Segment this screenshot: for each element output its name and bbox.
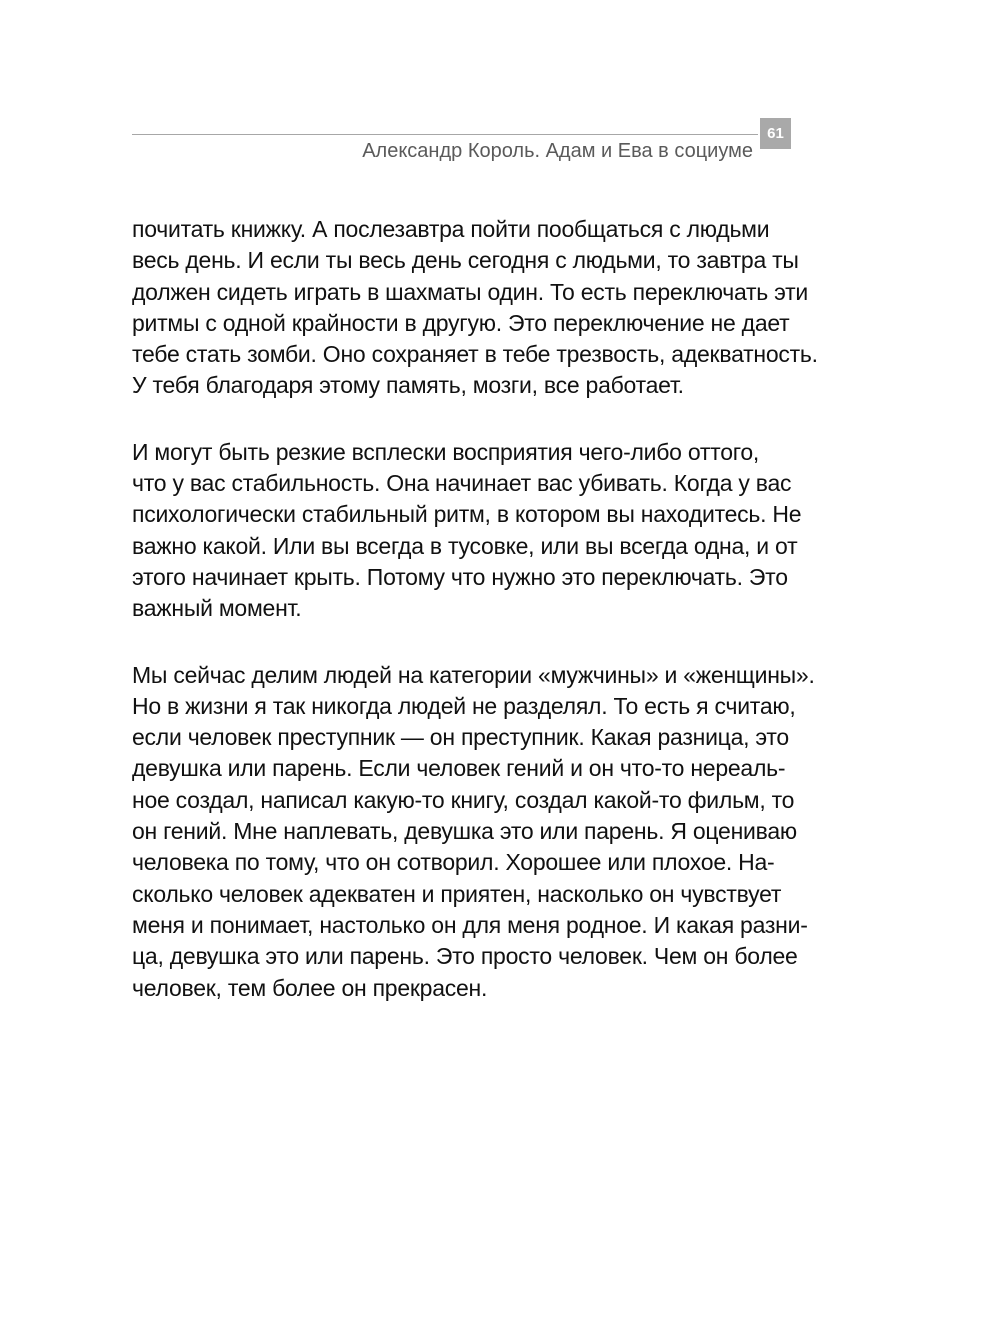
text-line: если человек преступник — он преступник. Какая разница, это [132, 724, 789, 751]
text-line: Но в жизни я так никогда людей не разделял. То есть я считаю, [132, 692, 796, 719]
paragraph-3 [132, 660, 815, 1004]
text-line: тебе стать зомби. Оно сохраняет в тебе трезвость, адекватность. [132, 341, 818, 368]
text-line: психологически стабильный ритм, в котором вы находитесь. Не [132, 501, 802, 528]
text-line: весь день. И если ты весь день сегодня с людьми, то завтра ты [132, 247, 799, 274]
text-line: меня и понимает, настолько он для меня родное. И какая разни- [132, 911, 808, 938]
text-line: должен сидеть играть в шахматы один. То есть переключать эти [132, 278, 808, 305]
text-line: сколько человек адекватен и приятен, насколько он чувствует [132, 880, 782, 907]
main-text [132, 214, 818, 1039]
text-line: И могут быть резкие всплески восприятия чего-либо оттого, [132, 438, 760, 465]
text-line: девушка или парень. Если человек гений и он что-то нереаль- [132, 755, 786, 782]
text-line: У тебя благодаря этому память, мозги, все работает. [132, 372, 684, 399]
text-line: он гений. Мне наплевать, девушка это или парень. Я оцениваю [132, 818, 797, 845]
running-title: Александр Король. Адам и Ева в социуме [362, 140, 753, 162]
text-line: ритмы с одной крайности в другую. Это переключение не дает [132, 309, 790, 336]
text-line: важно какой. Или вы всегда в тусовке, или вы всегда одна, и от [132, 532, 798, 559]
text-line: человек, тем более он прекрасен. [132, 974, 488, 1001]
paragraph-2 [132, 437, 802, 625]
paragraph-1 [132, 214, 818, 402]
page-number: 61 [760, 118, 791, 149]
text-line: почитать книжку. А послезавтра пойти пообщаться с людьми [132, 216, 770, 242]
text-line: человека по тому, что он сотворил. Хорошее или плохое. На- [132, 849, 775, 876]
text-line: важный момент. [132, 595, 302, 622]
header-rule [132, 134, 758, 135]
text-line: Мы сейчас делим людей на категории «мужчины» и «женщины». [132, 661, 815, 688]
text-line: ное создал, написал какую-то книгу, создал какой-то фильм, то [132, 786, 795, 813]
text-line: что у вас стабильность. Она начинает вас убивать. Когда у вас [132, 470, 792, 497]
text-line: этого начинает крыть. Потому что нужно это переключать. Это [132, 563, 788, 590]
text-line: ца, девушка это или парень. Это просто человек. Чем он более [132, 943, 798, 970]
